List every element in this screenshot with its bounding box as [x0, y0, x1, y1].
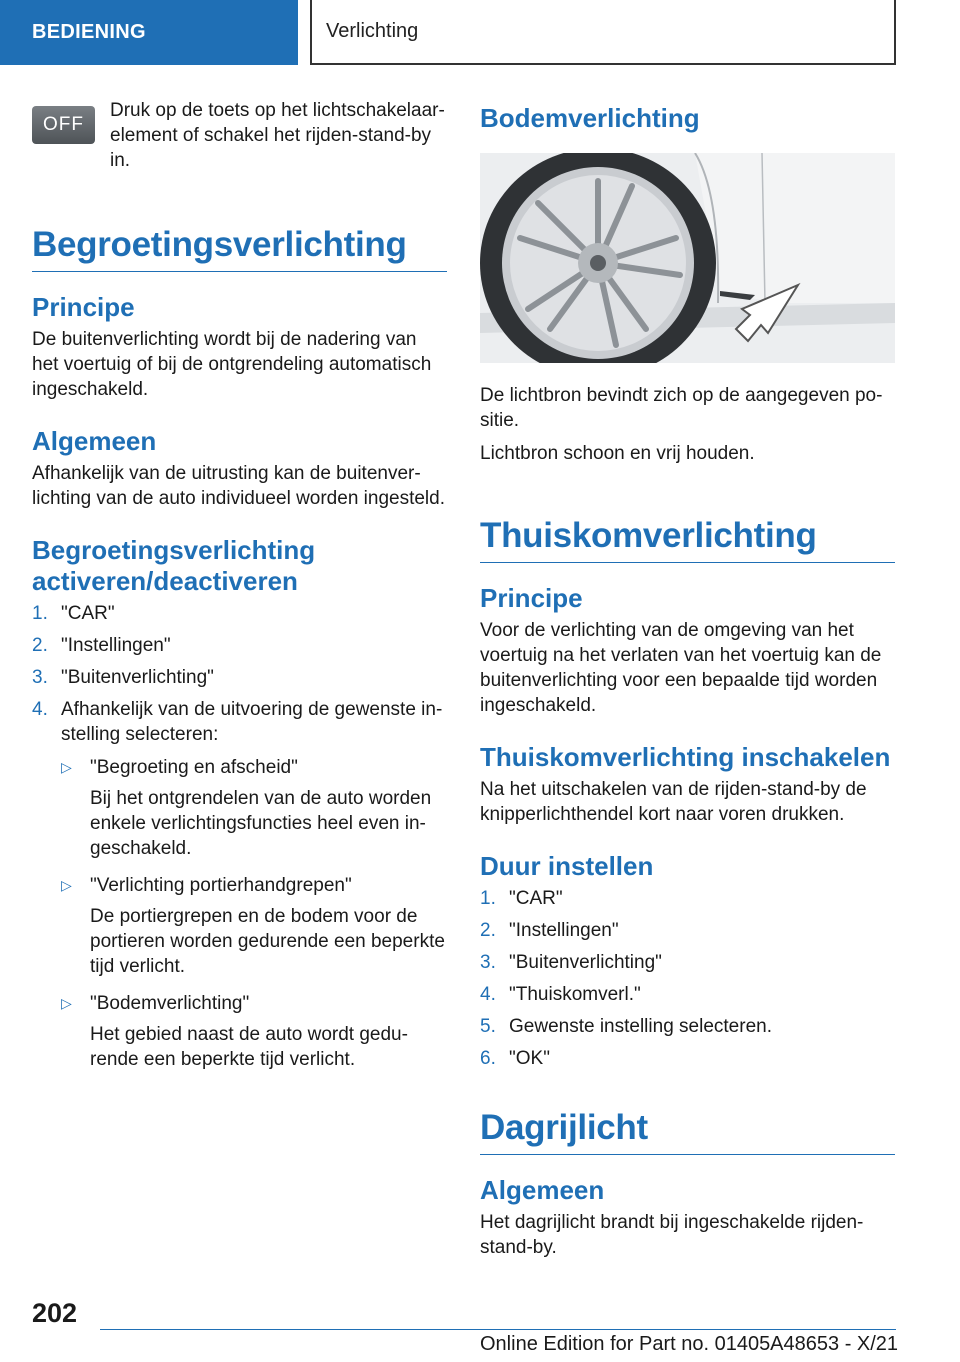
- list-item: ▷ "Begroeting en afscheid" Bij het ontgrendelen van de auto worden enkele verlichtingsfuncties heel even ingeschakeld.: [61, 757, 432, 859]
- wheel-illustration: [480, 153, 895, 363]
- footer-edition: Online Edition for Part no. 01405A48653 - X/21: [480, 1333, 899, 1355]
- principe-text-2: Voor de verlichting van de omgeving van het voertuig na het verlaten van het voertuig kan de buitenverlichting voor een bepaalde tijd worden ingeschakeld.: [480, 620, 882, 716]
- heading-begroetingsverlichting: Begroetingsverlichting: [32, 225, 447, 272]
- dag-algemeen-text: Het dagrijlicht brandt bij ingeschakelde rijden-stand-by.: [480, 1212, 864, 1258]
- header-topic: Verlichting: [310, 0, 896, 65]
- footer-divider: [100, 1329, 896, 1330]
- triangle-bullet-icon: ▷: [61, 877, 72, 893]
- list-item: 3. "Buitenverlichting": [480, 952, 662, 973]
- list-item: 2. "Instellingen": [480, 920, 619, 941]
- bodem-text-1: De lichtbron bevindt zich op de aangegeven positie.: [480, 385, 883, 431]
- heading-algemeen: Algemeen: [32, 426, 157, 456]
- inschakelen-text: Na het uitschakelen van de rijden-stand-by de knipperlichthendel kort naar voren drukken.: [480, 779, 867, 825]
- principe-text: De buitenverlichting wordt bij de nadering van het voertuig of bij de ontgrendeling automatisch ingeschakeld.: [32, 329, 432, 400]
- list-item: 6. "OK": [480, 1048, 550, 1069]
- triangle-bullet-icon: ▷: [61, 759, 72, 775]
- list-item: ▷ "Verlichting portierhandgrepen" De portiergrepen en de bodem voor de portieren worden gedurende een beperkte tijd verlicht.: [61, 875, 445, 977]
- list-item: 4. Afhankelijk van de uitvoering de gewenste instelling selecteren: ▷ "Begroeting en afscheid" Bij het ontgrendelen van de auto worden enkele verlichtingsfuncties heel even ingeschakeld. ▷ "Verlichting portierhandgrepen" De portiergrepen en de bodem voor de portieren worden gedurende een beperkte tijd verlicht. ▷ "Bodemverlichting" Het gebied naast de auto wordt gedurende een beperkte tijd verlicht.: [32, 697, 447, 1084]
- list-item: 1. "CAR": [32, 603, 115, 624]
- sub-options: [61, 755, 447, 1072]
- activate-steps: [32, 601, 447, 1084]
- list-item: 5. Gewenste instelling selecteren.: [480, 1016, 772, 1037]
- heading-dagrijlicht: Dagrijlicht: [480, 1108, 895, 1155]
- car-wheel-image: [480, 153, 895, 363]
- triangle-bullet-icon: ▷: [61, 995, 72, 1011]
- heading-inschakelen: Thuiskomverlichting inschakelen: [480, 742, 891, 772]
- page-number: 202: [32, 1298, 78, 1328]
- off-text: Druk op de toets op het lichtschakelaarelement of schakel het rijden-stand-by in.: [110, 100, 445, 171]
- heading-algemeen-2: Algemeen: [480, 1175, 605, 1205]
- heading-thuiskomverlichting: Thuiskomverlichting: [480, 516, 895, 563]
- heading-duur: Duur instellen: [480, 851, 654, 881]
- bodem-text-2: Lichtbron schoon en vrij houden.: [480, 443, 755, 464]
- off-instruction: [32, 98, 447, 173]
- list-item: 2. "Instellingen": [32, 635, 171, 656]
- header-section: BEDIENING: [0, 0, 298, 65]
- heading-principe-2: Principe: [480, 583, 583, 613]
- list-item: 3. "Buitenverlichting": [32, 667, 214, 688]
- list-item: 4. "Thuiskomverl.": [480, 984, 641, 1005]
- right-column: [480, 98, 895, 1260]
- heading-bodemverlichting: Bodemverlichting: [480, 103, 700, 133]
- off-button-icon: OFF: [32, 106, 95, 144]
- heading-activeren: Begroetingsverlichting activeren/deactiveren: [32, 535, 316, 596]
- list-item: 1. "CAR": [480, 888, 563, 909]
- duur-steps: [480, 886, 895, 1071]
- algemeen-text: Afhankelijk van de uitrusting kan de buitenverlichting van de auto individueel worden ingesteld.: [32, 463, 445, 509]
- left-column: [32, 98, 447, 1091]
- list-item: ▷ "Bodemverlichting" Het gebied naast de auto wordt gedurende een beperkte tijd verlicht.: [61, 993, 408, 1070]
- heading-principe: Principe: [32, 292, 135, 322]
